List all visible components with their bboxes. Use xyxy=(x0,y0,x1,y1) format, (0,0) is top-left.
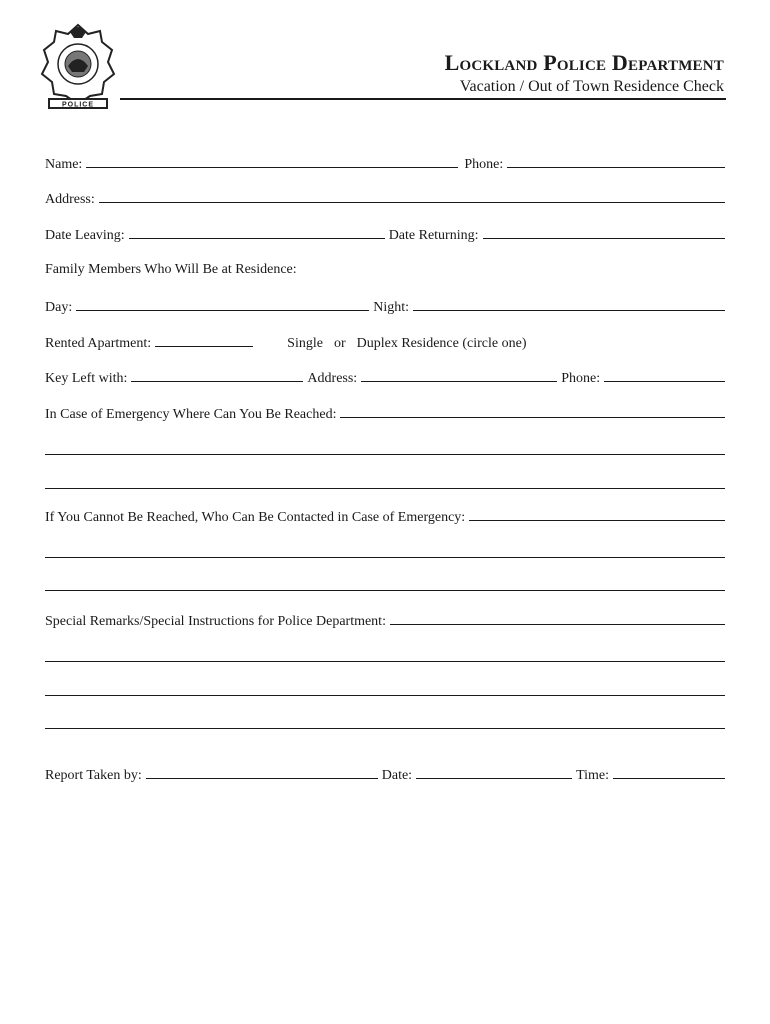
emergency-line-2[interactable] xyxy=(45,454,725,455)
duplex-option[interactable]: Duplex Residence (circle one) xyxy=(356,336,527,351)
remarks-line-2[interactable] xyxy=(45,661,725,662)
key-phone-label: Phone: xyxy=(561,371,601,386)
key-address-field[interactable] xyxy=(361,369,557,382)
report-date-label: Date: xyxy=(381,768,413,783)
contact-row xyxy=(45,508,725,526)
contact-line-2[interactable] xyxy=(45,557,725,558)
emergency-label: In Case of Emergency Where Can You Be Reached: xyxy=(45,407,337,422)
phone-field[interactable] xyxy=(507,155,725,168)
emergency-field[interactable] xyxy=(340,405,725,418)
report-taken-by-field[interactable] xyxy=(146,766,378,779)
night-field[interactable] xyxy=(413,298,725,311)
key-address-label: Address: xyxy=(307,371,358,386)
report-taken-by-label: Report Taken by: xyxy=(45,768,142,783)
key-left-field[interactable] xyxy=(131,369,303,382)
date-returning-label: Date Returning: xyxy=(388,228,479,243)
family-members-row xyxy=(45,262,725,278)
department-title: Lockland Police Department xyxy=(444,50,724,75)
address-label: Address: xyxy=(45,192,95,207)
key-phone-field[interactable] xyxy=(604,369,725,382)
remarks-line-3[interactable] xyxy=(45,695,725,696)
day-label: Day: xyxy=(45,300,73,315)
report-time-field[interactable] xyxy=(613,766,725,779)
rented-apartment-label: Rented Apartment: xyxy=(45,336,152,351)
report-date-field[interactable] xyxy=(416,766,572,779)
date-returning-field[interactable] xyxy=(483,226,726,239)
dates-row xyxy=(45,226,725,244)
name-label: Name: xyxy=(45,157,83,172)
report-time-label: Time: xyxy=(576,768,610,783)
single-option[interactable]: Single xyxy=(287,336,323,351)
address-row xyxy=(45,190,725,208)
night-label: Night: xyxy=(373,300,409,315)
contact-line-3[interactable] xyxy=(45,590,725,591)
remarks-row xyxy=(45,612,725,630)
name-phone-row xyxy=(45,155,725,173)
key-left-row xyxy=(45,369,725,387)
key-left-label: Key Left with: xyxy=(45,371,128,386)
badge-text: POLICE xyxy=(61,101,95,109)
contact-label: If You Cannot Be Reached, Who Can Be Contacted in Case of Emergency: xyxy=(45,510,466,525)
remarks-field[interactable] xyxy=(390,612,725,625)
remarks-label: Special Remarks/Special Instructions for Police Department: xyxy=(45,614,386,629)
day-field[interactable] xyxy=(76,298,369,311)
emergency-line-3[interactable] xyxy=(45,488,725,489)
report-row xyxy=(45,766,725,784)
rented-apartment-field[interactable] xyxy=(155,334,253,347)
date-leaving-label: Date Leaving: xyxy=(45,228,125,243)
remarks-line-4[interactable] xyxy=(45,728,725,729)
name-field[interactable] xyxy=(86,155,458,168)
police-badge-logo xyxy=(40,22,116,114)
or-text: or xyxy=(333,336,346,351)
family-members-label: Family Members Who Will Be at Residence: xyxy=(45,262,297,277)
header-rule xyxy=(120,98,726,100)
address-field[interactable] xyxy=(99,190,725,203)
residence-type-row xyxy=(45,334,725,352)
phone-label: Phone: xyxy=(464,157,504,172)
emergency-row xyxy=(45,405,725,423)
contact-field[interactable] xyxy=(469,508,725,521)
date-leaving-field[interactable] xyxy=(129,226,385,239)
day-night-row xyxy=(45,298,725,316)
form-subtitle: Vacation / Out of Town Residence Check xyxy=(459,78,724,95)
